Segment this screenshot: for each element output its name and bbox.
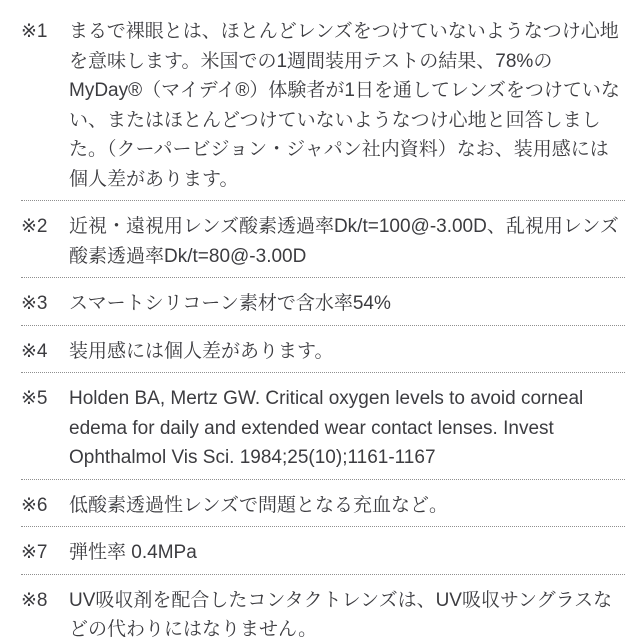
footnote-marker: ※3 bbox=[21, 293, 48, 314]
footnote-text: スマートシリコーン素材で含水率54% bbox=[69, 293, 391, 314]
footnote-row-7 bbox=[21, 527, 625, 575]
footnote-marker: ※2 bbox=[21, 216, 48, 237]
footnote-marker: ※4 bbox=[21, 340, 48, 362]
footnote-text: 弾性率 0.4MPa bbox=[69, 542, 197, 563]
footnote-text: まるで裸眼とは、ほとんどレンズをつけていないようなつけ心地を意味します。米国での1週間装用テストの結果、78%のMyDay®（マイデイ®）体験者が1日を通してレンズをつけていない、またはほとんどつけていないようなつけ心地と回答しました。（クーパービジョン・ジャパン社内資料）なお、装用感には個人差があります。 bbox=[69, 21, 620, 190]
footnote-row-1 bbox=[21, 6, 625, 201]
footnote-marker: ※7 bbox=[21, 542, 48, 563]
footnote-row-4 bbox=[21, 326, 625, 374]
footnote-text: 近視・遠視用レンズ酸素透過率Dk/t=100@-3.00D、乱視用レンズ 酸素透過率Dk/t=80@-3.00D bbox=[69, 216, 619, 267]
footnote-row-2 bbox=[21, 201, 625, 278]
footnote-row-3 bbox=[21, 278, 625, 326]
footnote-marker: ※5 bbox=[21, 388, 48, 409]
footnote-row-5 bbox=[21, 373, 625, 480]
footnote-marker: ※8 bbox=[21, 589, 48, 611]
footnote-text: Holden BA, Mertz GW. Critical oxygen levels to avoid corneal edema for daily and extended wear contact lenses. Invest Ophthalmol Vis Sci. 1984;25(10);1161-1167 bbox=[69, 388, 584, 468]
footnote-text: 低酸素透過性レンズで問題となる充血など。 bbox=[69, 494, 448, 516]
footnote-row-8 bbox=[21, 575, 625, 640]
footnote-text: 装用感には個人差があります。 bbox=[69, 340, 334, 362]
footnote-text: UV吸収剤を配合したコンタクトレンズは、UV吸収サングラスなどの代わりにはなりません。 bbox=[69, 589, 613, 640]
footnote-marker: ※6 bbox=[21, 494, 48, 516]
footnote-marker: ※1 bbox=[21, 21, 48, 42]
footnote-row-6 bbox=[21, 480, 625, 528]
